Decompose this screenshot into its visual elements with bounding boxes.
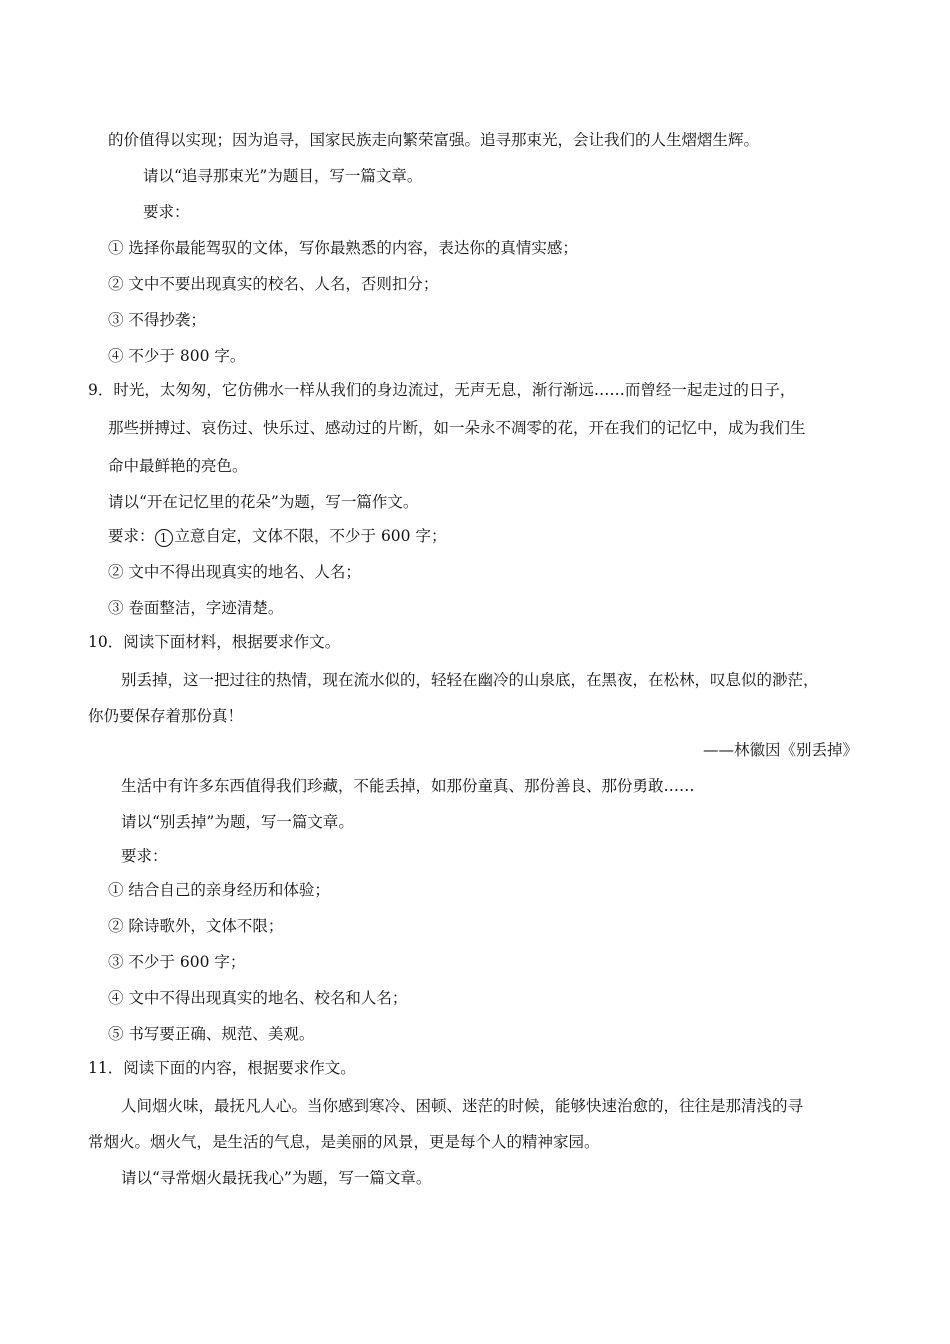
q10-requirements-label: 要求： bbox=[121, 847, 168, 865]
q9-requirement-3: ③ 卷面整洁，字迹清楚。 bbox=[108, 599, 284, 617]
q9-requirement-1 bbox=[108, 526, 446, 547]
q9-prompt: 请以“开在记忆里的花朵”为题，写一篇作文。 bbox=[108, 493, 419, 511]
q8-requirement-2: ② 文中不要出现真实的校名、人名，否则扣分； bbox=[108, 275, 439, 293]
q8-continuation-text: 的价值得以实现；因为追寻，国家民族走向繁荣富强。追寻那束光，会让我们的人生熠熠生辉。 bbox=[108, 131, 760, 149]
q10-quote-line-2: 你仍要保存着那份真！ bbox=[88, 707, 244, 725]
q9-line-3: 命中最鲜艳的亮色。 bbox=[108, 457, 248, 475]
q9-line-2: 那些拼搏过、哀伤过、快乐过、感动过的片断，如一朵永不凋零的花，开在我们的记忆中，成为我们生 bbox=[108, 419, 806, 437]
q8-requirement-3: ③ 不得抄袭； bbox=[108, 311, 206, 329]
q10-requirement-2: ② 除诗歌外，文体不限； bbox=[108, 917, 284, 935]
q10-quote-line-1: 别丢掉，这一把过往的热情，现在流水似的，轻轻在幽冷的山泉底，在黑夜，在松林，叹息似的渺茫， bbox=[121, 671, 819, 689]
q11-paragraph-line-2: 常烟火。烟火气，是生活的气息，是美丽的风景，更是每个人的精神家园。 bbox=[88, 1133, 600, 1151]
q10-requirement-1: ① 结合自己的亲身经历和体验； bbox=[108, 881, 330, 899]
q9-requirements-label: 要求： bbox=[108, 527, 155, 545]
q9-line-1: 9．时光，太匆匆，它仿佛水一样从我们的身边流过，无声无息，渐行渐远……而曾经一起走过的日子， bbox=[88, 381, 796, 399]
q10-prompt: 请以“别丢掉”为题，写一篇文章。 bbox=[121, 813, 354, 831]
q8-prompt: 请以“追寻那束光”为题目，写一篇文章。 bbox=[143, 167, 423, 185]
q9-requirement-1-text: 立意自定，文体不限，不少于 600 字； bbox=[174, 527, 447, 545]
q11-heading: 11．阅读下面的内容，根据要求作文。 bbox=[88, 1059, 356, 1077]
q10-requirement-4: ④ 文中不得出现真实的地名、校名和人名； bbox=[108, 989, 408, 1007]
q10-requirement-3: ③ 不少于 600 字； bbox=[108, 953, 246, 971]
q11-prompt: 请以“寻常烟火最抚我心”为题，写一篇文章。 bbox=[121, 1169, 432, 1187]
circled-number-1: 1 bbox=[155, 529, 173, 547]
q11-paragraph-line-1: 人间烟火味，最抚凡人心。当你感到寒冷、困顿、迷茫的时候，能够快速治愈的，往往是那清浅的寻 bbox=[121, 1097, 804, 1115]
q10-quote-source: ——林徽因《别丢掉》 bbox=[702, 741, 858, 759]
q8-requirement-1: ① 选择你最能驾驭的文体，写你最熟悉的内容，表达你的真情实感； bbox=[108, 239, 578, 257]
q9-requirement-2: ② 文中不得出现真实的地名、人名； bbox=[108, 563, 361, 581]
q8-requirements-label: 要求： bbox=[143, 203, 190, 221]
q10-requirement-5: ⑤ 书写要正确、规范、美观。 bbox=[108, 1025, 315, 1043]
q8-requirement-4: ④ 不少于 800 字。 bbox=[108, 347, 246, 365]
q10-heading: 10．阅读下面材料，根据要求作文。 bbox=[88, 633, 341, 651]
q10-material: 生活中有许多东西值得我们珍藏，不能丢掉，如那份童真、那份善良、那份勇敢…… bbox=[121, 777, 695, 795]
